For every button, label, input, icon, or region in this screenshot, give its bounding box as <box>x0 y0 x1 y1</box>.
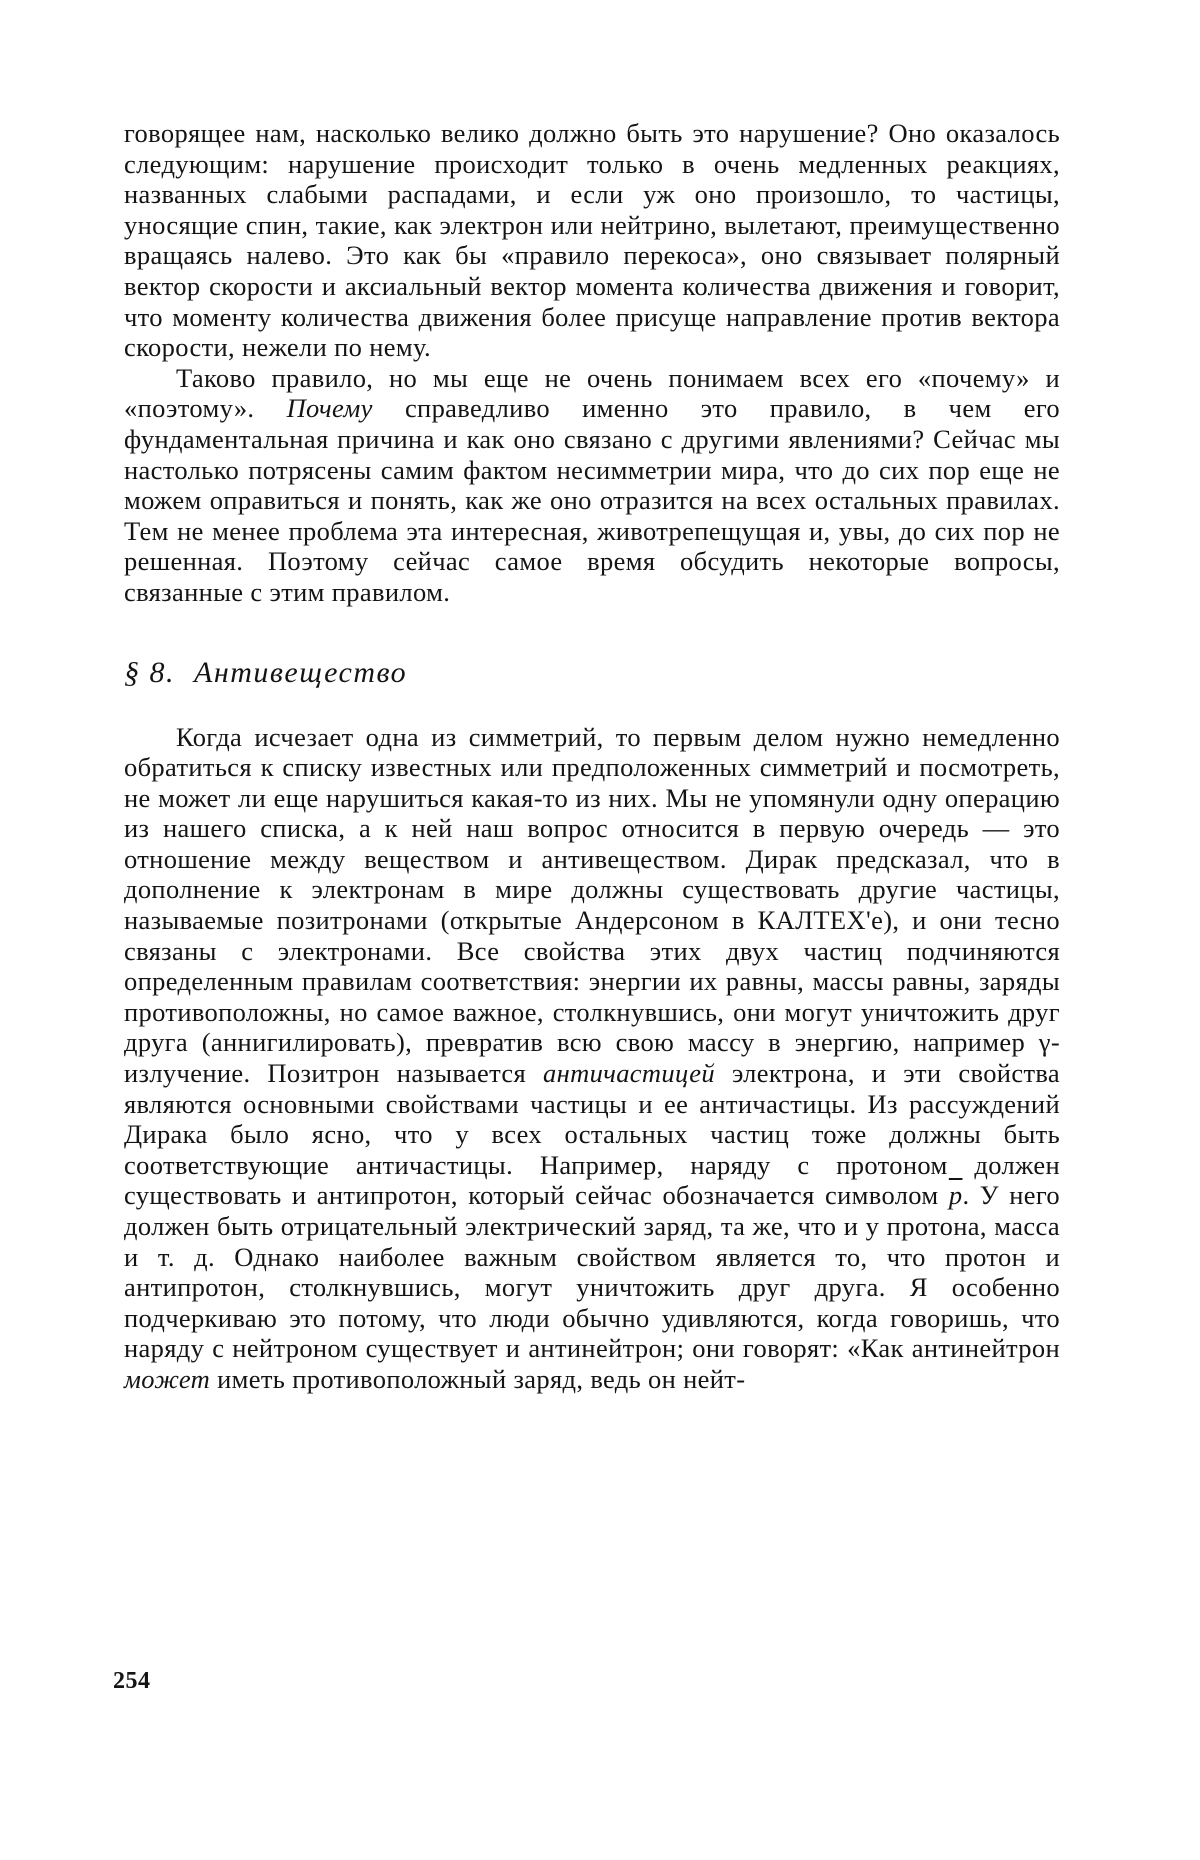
paragraph: говорящее нам, насколько велико должно быть это нарушение? Оно оказалось следующим: нарушение происходит только в очень медленных реакциях, названных слабыми распадами, и если уж оно произошло, то частицы, уносящие спин, такие, как электрон или нейтрино, вылетают, преимущественно вращаясь налево. Это как бы «правило перекоса», оно связывает полярный вектор скорости и аксиальный вектор момента количества движения и говорит, что моменту количества движения более присуще направление против вектора скорости, нежели по нему. <box>124 118 1060 363</box>
paragraph: Таково правило, но мы еще не очень понимаем всех его «почему» и «поэтому». Почему справедливо именно это правило, в чем его фундаментальная причина и как оно связано с другими явлениями? Сейчас мы настолько потрясены самим фактом несимметрии мира, что до сих пор еще не можем оправиться и понять, как же оно отразится на всех остальных правилах. Тем не менее проблема эта интересная, животрепещущая и, увы, до сих пор не решенная. Поэтому сейчас самое время обсудить некоторые вопросы, связанные с этим правилом. <box>124 362 1061 607</box>
book-page <box>124 118 1060 1395</box>
text-block-bottom <box>124 722 1060 1395</box>
section-number: § 8. <box>124 655 175 689</box>
page-number: 254 <box>113 1668 151 1694</box>
paragraph: Когда исчезает одна из симметрий, то первым делом нужно немедленно обратиться к списку известных или предположенных симметрий и посмотреть, не может ли еще нарушиться какая-то из них. Мы не упомянули одну операцию из нашего списка, а к ней наш вопрос относится в первую очередь — это отношение между веществом и антивеществом. Дирак предсказал, что в дополнение к электронам в мире должны существовать другие частицы, называемые позитронами (открытые Андерсоном в КАЛТЕХ'е), и они тесно связаны с электронами. Все свойства этих двух частиц подчиняются определенным правилам соответствия: энергии их равны, массы равны, заряды противоположны, но самое важное, столкнувшись, они могут уничтожить друг друга (аннигилировать), превратив всю свою массу в энергию, например γ-излучение. Позитрон называется античастицей электрона, и эти свойства являются основными свойствами частицы и ее античастицы. Из рассуждений Дирака было ясно, что у всех остальных частиц тоже должны быть соответствующие античастицы. Например, наряду с протоном должен существовать и антипротон, который сейчас обозначается символом $\overline{p}$. У него должен быть отрицательный электрический заряд, та же, что и у протона, масса и т. д. Однако наиболее важным свойством является то, что протон и антипротон, столкнувшись, могут уничтожить друг друга. Я особенно подчеркиваю это потому, что люди обычно удивляются, когда говоришь, что наряду с нейтроном существует и антинейтрон; они говорят: «Как антинейтрон может иметь противоположный заряд, ведь он нейт- <box>124 721 1061 1394</box>
emphasis-text: может <box>124 1363 211 1394</box>
section-heading <box>124 656 1060 690</box>
text-block-top <box>124 118 1060 608</box>
symbol-text: $\overline{p}$ <box>948 1180 963 1211</box>
emphasis-text: античастицей <box>543 1058 715 1089</box>
emphasis-text: Почему <box>286 393 373 424</box>
section-title: Антивещество <box>194 655 408 689</box>
